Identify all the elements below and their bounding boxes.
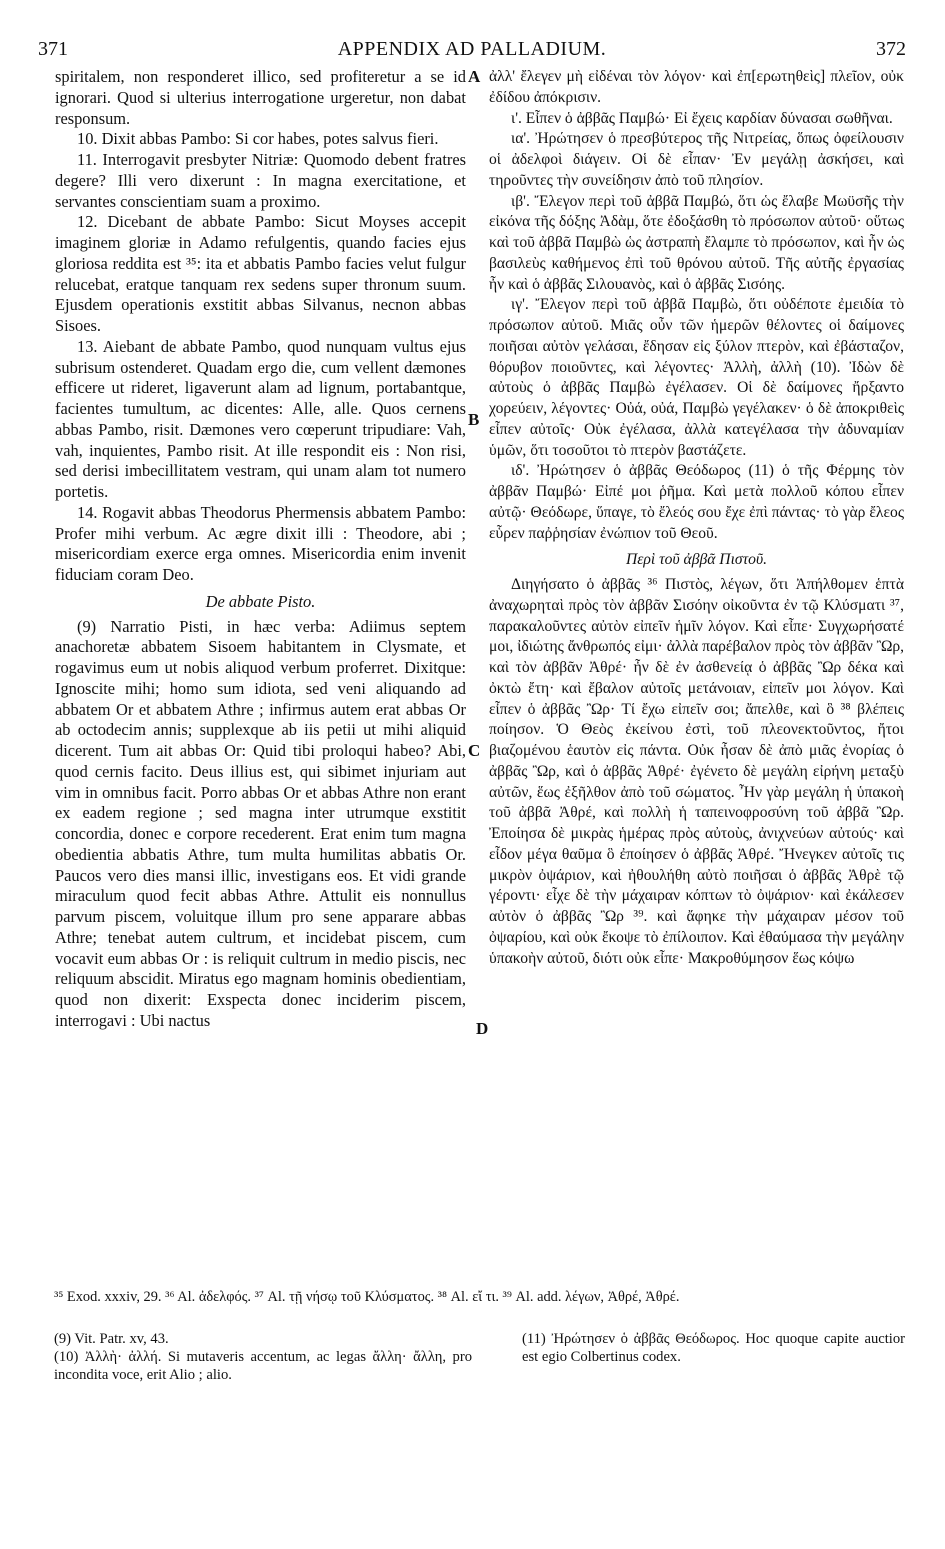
greek-paragraph: ιγ'. Ἔλεγον περὶ τοῦ ἀββᾶ Παμβὼ, ὅτι οὐδέποτε ἐμειδία τὸ πρόσωπον αὐτοῦ. Μιᾶς οὖν τῶν ἡμερῶν θέλοντες οἱ δαίμονες ποιῆσαι αὐτὸν γελάσαι, ἔδησαν εἰς ξύλον πτερὸν, καὶ ἐβάσταζον, θόρυβον ποιοῦντες, καὶ λέγοντες· Ἀλλὴ, ἀλλὴ (10). Ἰδὼν δὲ αὐτοὺς ὁ ἀββᾶς Παμβὼ ἐγέλασεν. Οἱ δὲ δαίμονες ἤρξαντο χορεύειν, λέγοντες· Οὐά, οὐά, Παμβὼ γεγέλακεν· ὁ δὲ ἀποκριθεὶς εἶπεν αὐτοῖς· Οὐκ ἐγέλασα, ἀλλὰ κατεγέλασα τὴν ἀδυναμίαν ὑμῶν, ὅτι τοσοῦτοι τὸ πτερὸν βαστάζετε.: [489, 296, 904, 459]
greek-column: [489, 67, 904, 969]
greek-paragraph: Διηγήσατο ὁ ἀββᾶς ³⁶ Πιστὸς, λέγων, ὅτι Ἀπήλθομεν ἑπτὰ ἀναχωρηταὶ πρὸς τὸν ἀββᾶν Σισόην οἰκοῦντα ἐν τῷ Κλύσματι ³⁷, παρακαλοῦντες αὐτὸν εἰπεῖν ἡμῖν λόγον. Καὶ εἶπε· Συγχωρήσατέ μοι, ἰδιώτης ἄνθρωπός εἰμι· ἀλλὰ παρέβαλον πρὸς τὸν ἀββᾶν Ὢρ, καὶ τὸν ἀββᾶν Ἀθρέ· ἦν δὲ ἐν ἀσθενείᾳ ὁ ἀββᾶς Ὢρ δέκα καὶ ὀκτὼ ἔτη· καὶ ἔβαλον αὐτοῖς μετάνοιαν, εἰπεῖν μοι λόγον. Καὶ εἶπεν ὁ ἀββᾶς Ὢρ· Τί ἔχω εἰπεῖν σοι; ἄπελθε, καὶ ὃ ³⁸ βλέπεις ποίησον. Ὁ Θεὸς ἐκείνου ἐστὶ, τοῦ πλεονεκτοῦντος, ἤτοι βιαζομένου ἑαυτὸν εἰς πάντα. Οὐκ ἦσαν δὲ ἀπὸ μιᾶς ἐνορίας ὁ ἀββᾶς Ὢρ, καὶ ὁ ἀββᾶς Ἀθρέ· ἐγένετο δὲ μεγάλη εἰρήνη μεταξὺ αὐτῶν, ἕως ἐξῆλθον ἀπὸ τοῦ σώματος. Ἦν γὰρ μεγάλη ἡ ὑπακοὴ τοῦ ἀββᾶ Ἀθρέ, καὶ πολλὴ ἡ ταπεινοφροσύνη τοῦ ἀββᾶ Ὢρ. Ἐποίησα δὲ μικρὰς ἡμέρας πρὸς αὐτοὺς, ἀνιχνεύων αὐτούς· καὶ εἶδον μέγα θαῦμα ὃ ἐποίησεν ὁ ἀββᾶς Ἀθρέ. Ἤνεγκεν αὐτοῖς τις μικρὸν ὀψάριον, καὶ ἠθουλήθη αὐτὸ ποιῆσαι ὁ ἀββᾶς Ἀθρὲ τῷ γέροντι· εἶχε δὲ τὴν μάχαιραν κόπτων τὸ ὀψάριον· καὶ ἐκάλεσεν αὐτὸν ὁ ἀββᾶς Ὢρ ³⁹. καὶ ἄφηκε τὴν μάχαιραν μέσον τοῦ ὀψαρίου, καὶ οὐκ ἔκοψε τὸ ἐπίλοιπον. Καὶ ἐθαύμασα τὴν μεγάλην ὑπακοὴν αὐτοῦ, διότι οὐκ εἶπε· Μακροθύμησον ἕως κόψω: [489, 576, 904, 967]
margin-letter-b: B: [468, 410, 480, 429]
margin-letter-d: D: [476, 1019, 489, 1038]
latin-paragraph: 14. Rogavit abbas Theodorus Phermensis abbatem Pambo: Profer mihi verbum. Ac ægre dixit illi : Theodore, abi ; misericordiam exerce erga omnes. Misericordia enim invenit fiduciam coram Deo.: [55, 502, 466, 584]
greek-paragraph: ιβ'. Ἔλεγον περὶ τοῦ ἀββᾶ Παμβώ, ὅτι ὡς ἔλαβε Μωϋσῆς τὴν εἰκόνα τῆς δόξης Ἀδὰμ, ὅτε ἐδοξάσθη τὸ πρόσωπον αὐτοῦ· οὕτως καὶ τοῦ ἀββᾶ Παμβὼ ὡς ἀστραπὴ ἔλαμπε τὸ πρόσωπον, καὶ ἦν ὡς βασιλεὺς καθήμενος ἐπὶ τοῦ θρόνου αὐτοῦ. Τῆς αὐτῆς ἐργασίας ἦν καὶ ὁ ἀββᾶς Σιλουανὸς, καὶ ὁ ἀββᾶς Σισόης.: [489, 192, 904, 293]
greek-paragraph: ἀλλ' ἔλεγεν μὴ εἰδέναι τὸν λόγον· καὶ ἐπ[ερωτηθεὶς] πλεῖον, οὐκ ἐδίδου ἀπόκρισιν.: [489, 68, 904, 106]
latin-paragraph: spiritalem, non responderet illico, sed profiteretur a se id ignorari. Quod si ulterius interrogatione urgeretur, non dabat responsum.: [55, 67, 466, 128]
greek-paragraph: ιδ'. Ἠρώτησεν ὁ ἀββᾶς Θεόδωρος (11) ὁ τῆς Φέρμης τὸν ἀββᾶν Παμβώ· Εἰπέ μοι ῥῆμα. Καὶ μετὰ πολλοῦ κόπου εἶπεν αὐτῷ· Θεόδωρε, ὕπαγε, τὸ ἔλεός σου ἔχε ἐπὶ πάντας· τὸ γὰρ ἔλεος εὗρεν παῤῥησίαν ἐνώπιον τοῦ Θεοῦ.: [489, 462, 904, 542]
margin-letter-a: A: [468, 67, 481, 86]
latin-paragraph: 12. Dicebant de abbate Pambo: Sicut Moyses accepit imaginem gloriæ in Adamo refulgentis, quando facies ejus gloriosa reddita est ³⁵: ita et abbatis Pambo facies velut fulgur relucebat, eratque tanquam rex sedens super thronum suum. Ejusdem operationis exstitit abbas Silvanus, necnon abbas Sisoes.: [55, 212, 466, 335]
greek-paragraph: ια'. Ἠρώτησεν ὁ πρεσβύτερος τῆς Νιτρείας, ὅπως ὀφείλουσιν οἱ ἀδελφοὶ διάγειν. Οἱ δὲ εἶπαν· Ἐν μεγάλῃ ἀσκήσει, καὶ τηροῦντες τὴν συνείδησιν ἀπὸ τοῦ πλησίον.: [489, 130, 904, 189]
page-header: [38, 38, 906, 64]
latin-paragraph: 11. Interrogavit presbyter Nitriæ: Quomodo debent fratres degere? Illi vero dixerunt : In magna exercitatione, et servantes conscientiam suam a proximo.: [55, 150, 466, 211]
note: (9) Vit. Patr. xv, 43.: [54, 1331, 169, 1347]
variant-footnotes: ³⁵ Exod. xxxiv, 29. ³⁶ Al. ἀδελφός. ³⁷ Al. τῇ νήσῳ τοῦ Κλύσματος. ³⁸ Al. εἴ τι. ³⁹ Al. add. λέγων, Ἀθρέ, Ἀθρέ.: [54, 1289, 680, 1305]
page-number-right: 372: [876, 38, 906, 60]
note: (10) Ἀλλὴ· ἀλλή. Si mutaveris accentum, ac legas ἄλλη· ἄλλη, pro incondita voce, erit Alio ; alio.: [54, 1349, 472, 1383]
notes-right: [522, 1330, 905, 1366]
page-number-left: 371: [38, 38, 68, 60]
greek-section-heading: Περὶ τοῦ ἀββᾶ Πιστοῦ.: [625, 551, 768, 569]
latin-paragraph: (9) Narratio Pisti, in hæc verba: Adiimus septem anachoretæ abbatem Sisoem habitantem in Clysmate, et rogavimus eum ut nobis aliquod verbum proferret. Dixitque: Ignoscite mihi; homo sum idiota, sed veni aliquando ad abbatem Or et abbatem Athre ; infirmus autem erat abbas Or ab octodecim annis; supplexque ab iis petii ut mihi aliquid dicerent. Tum ait abbas Or: Quid tibi proloqui habeo? Abi, quod cernis facito. Deus illius est, qui sibimet injuriam aut vim in omnibus facit. Porro abbas Or et abbas Athre non erant ex eadem regione ; sed magna inter utrumque exstitit concordia, donec e corpore recederent. Erat enim tum magna obedientia abbatis Athre, tum multa humilitas abbatis Or. Paucos vero dies mansi illic, investigans eos. Et vidi grande miraculum quod fecit abbas Athre. Attulit eis nonnullus parvum piscem, voluitque illum pro sene apparare abbas Athre; tenebat autem cultrum, et incidebat piscem, cum vocavit eum abbas Or : is reliquit cultrum in medio piscis, nec reliquum abscidit. Miratus ego magnam hominis obedientiam, quod non dixerit: Exspecta donec inciderim piscem, interrogavi : Ubi nactus: [55, 616, 466, 1030]
note: (11) Ἠρώτησεν ὁ ἀββᾶς Θεόδωρος. Hoc quoque capite auctior est egio Colbertinus codex.: [522, 1331, 905, 1365]
latin-column: [55, 67, 466, 1032]
running-title: APPENDIX AD PALLADIUM.: [337, 38, 607, 60]
greek-paragraph: ι'. Εἶπεν ὁ ἀββᾶς Παμβώ· Εἰ ἔχεις καρδίαν δύνασαι σωθῆναι.: [511, 109, 893, 127]
notes-left: [54, 1330, 472, 1384]
latin-paragraph: 10. Dixit abbas Pambo: Si cor habes, potes salvus fieri.: [77, 129, 439, 149]
latin-section-heading: De abbate Pisto.: [205, 591, 316, 611]
margin-letter-c: C: [468, 741, 481, 760]
latin-paragraph: 13. Aiebant de abbate Pambo, quod nunquam vultus ejus subrisum ostenderet. Quadam ergo die, cum vellent dæmones efficere ut rideret, ligaverunt alam ad lignum, portabantque, facientes tumultum, ac dicentes: Alle, alle. Quos cernens abbas Pambo, risit. Dæmones vero cœperunt tripudiare: Vah, vah, inquientes, Pambo risit. At ille respondit eis : Non risi, sed derisi imbecillitatem vestram, qui unam alam tot numero portetis.: [55, 336, 466, 501]
